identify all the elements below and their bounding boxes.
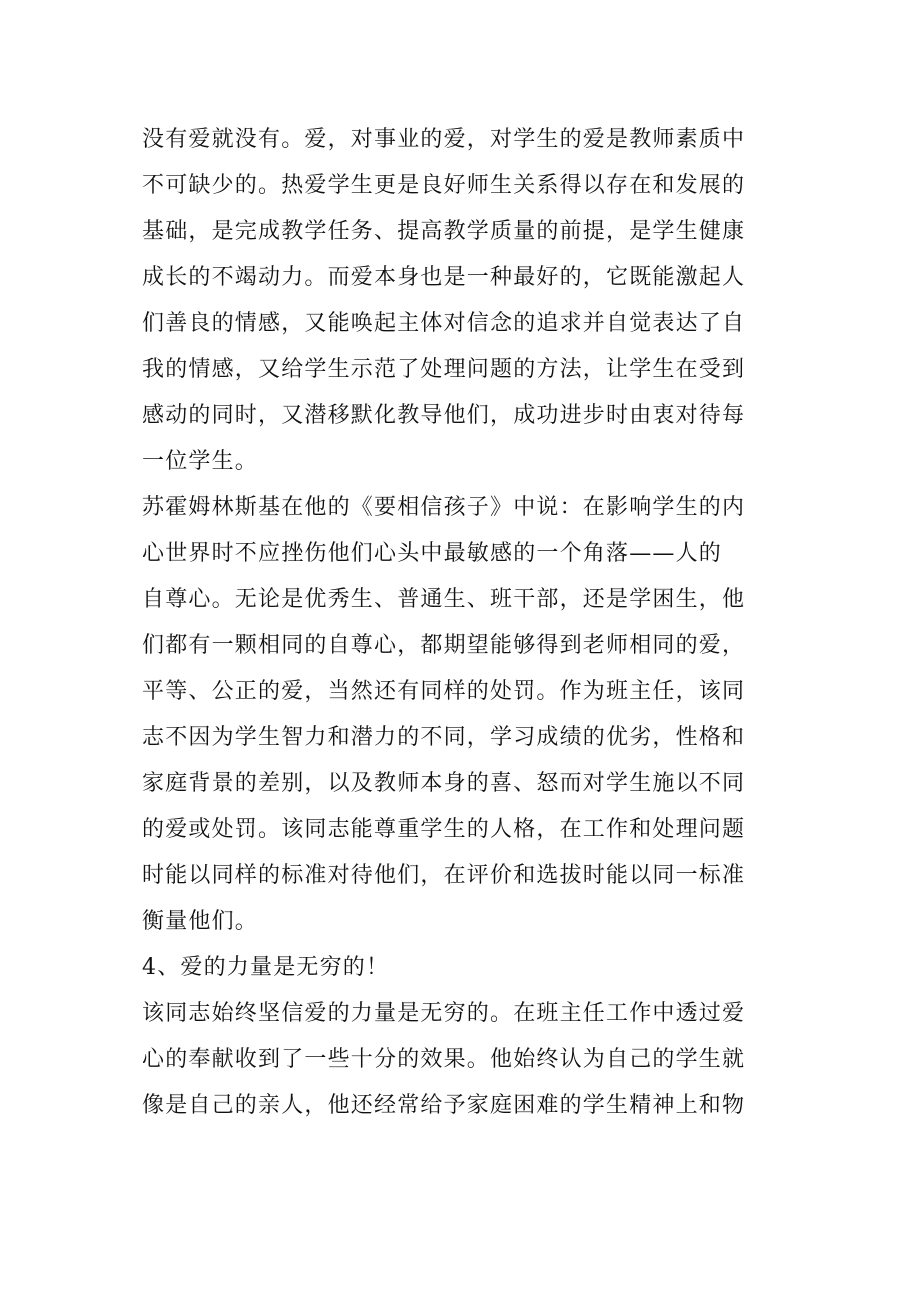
text-line: 们善良的情感，又能唤起主体对信念的追求并自觉表达了自 bbox=[142, 311, 746, 336]
text-line: 一位学生。 bbox=[142, 449, 259, 474]
text-line: 志不因为学生智力和潜力的不同，学习成绩的优劣，性格和 bbox=[142, 725, 746, 750]
text-line: 感动的同时，又潜移默化教导他们，成功进步时由衷对待每 bbox=[142, 403, 746, 428]
text-line: 没有爱就没有。爱，对事业的爱，对学生的爱是教师素质中 bbox=[142, 127, 746, 152]
text-line: 们都有一颗相同的自尊心，都期望能够得到老师相同的爱， bbox=[142, 633, 746, 658]
heading-line: 4、爱的力量是无穷的！ bbox=[142, 955, 390, 980]
text-line: 我的情感，又给学生示范了处理问题的方法，让学生在受到 bbox=[142, 357, 746, 382]
paragraph-power-of-love bbox=[142, 991, 794, 1129]
text-line: 心世界时不应挫伤他们心头中最敏感的一个角落——人的 bbox=[142, 541, 723, 566]
text-line: 该同志始终坚信爱的力量是无穷的。在班主任工作中透过爱 bbox=[142, 1001, 746, 1026]
text-line: 不可缺少的。热爱学生更是良好师生关系得以存在和发展的 bbox=[142, 173, 746, 198]
text-line: 时能以同样的标准对待他们，在评价和选拔时能以同一标准 bbox=[142, 863, 746, 888]
text-line: 基础，是完成教学任务、提高教学质量的前提，是学生健康 bbox=[142, 219, 746, 244]
text-line: 成长的不竭动力。而爱本身也是一种最好的，它既能激起人 bbox=[142, 265, 746, 290]
document-body bbox=[142, 117, 794, 1129]
text-line: 的爱或处罚。该同志能尊重学生的人格，在工作和处理问题 bbox=[142, 817, 746, 842]
text-line: 像是自己的亲人，他还经常给予家庭困难的学生精神上和物 bbox=[142, 1093, 746, 1118]
paragraph-love-and-teaching bbox=[142, 117, 794, 485]
section-heading bbox=[142, 945, 794, 991]
text-line: 衡量他们。 bbox=[142, 909, 259, 934]
paragraph-self-esteem bbox=[142, 485, 794, 945]
text-line: 自尊心。无论是优秀生、普通生、班干部，还是学困生，他 bbox=[142, 587, 746, 612]
text-line: 苏霍姆林斯基在他的《要相信孩子》中说：在影响学生的内 bbox=[142, 495, 746, 520]
text-line: 平等、公正的爱，当然还有同样的处罚。作为班主任，该同 bbox=[142, 679, 746, 704]
text-line: 心的奉献收到了一些十分的效果。他始终认为自己的学生就 bbox=[142, 1047, 746, 1072]
text-line: 家庭背景的差别，以及教师本身的喜、怒而对学生施以不同 bbox=[142, 771, 746, 796]
